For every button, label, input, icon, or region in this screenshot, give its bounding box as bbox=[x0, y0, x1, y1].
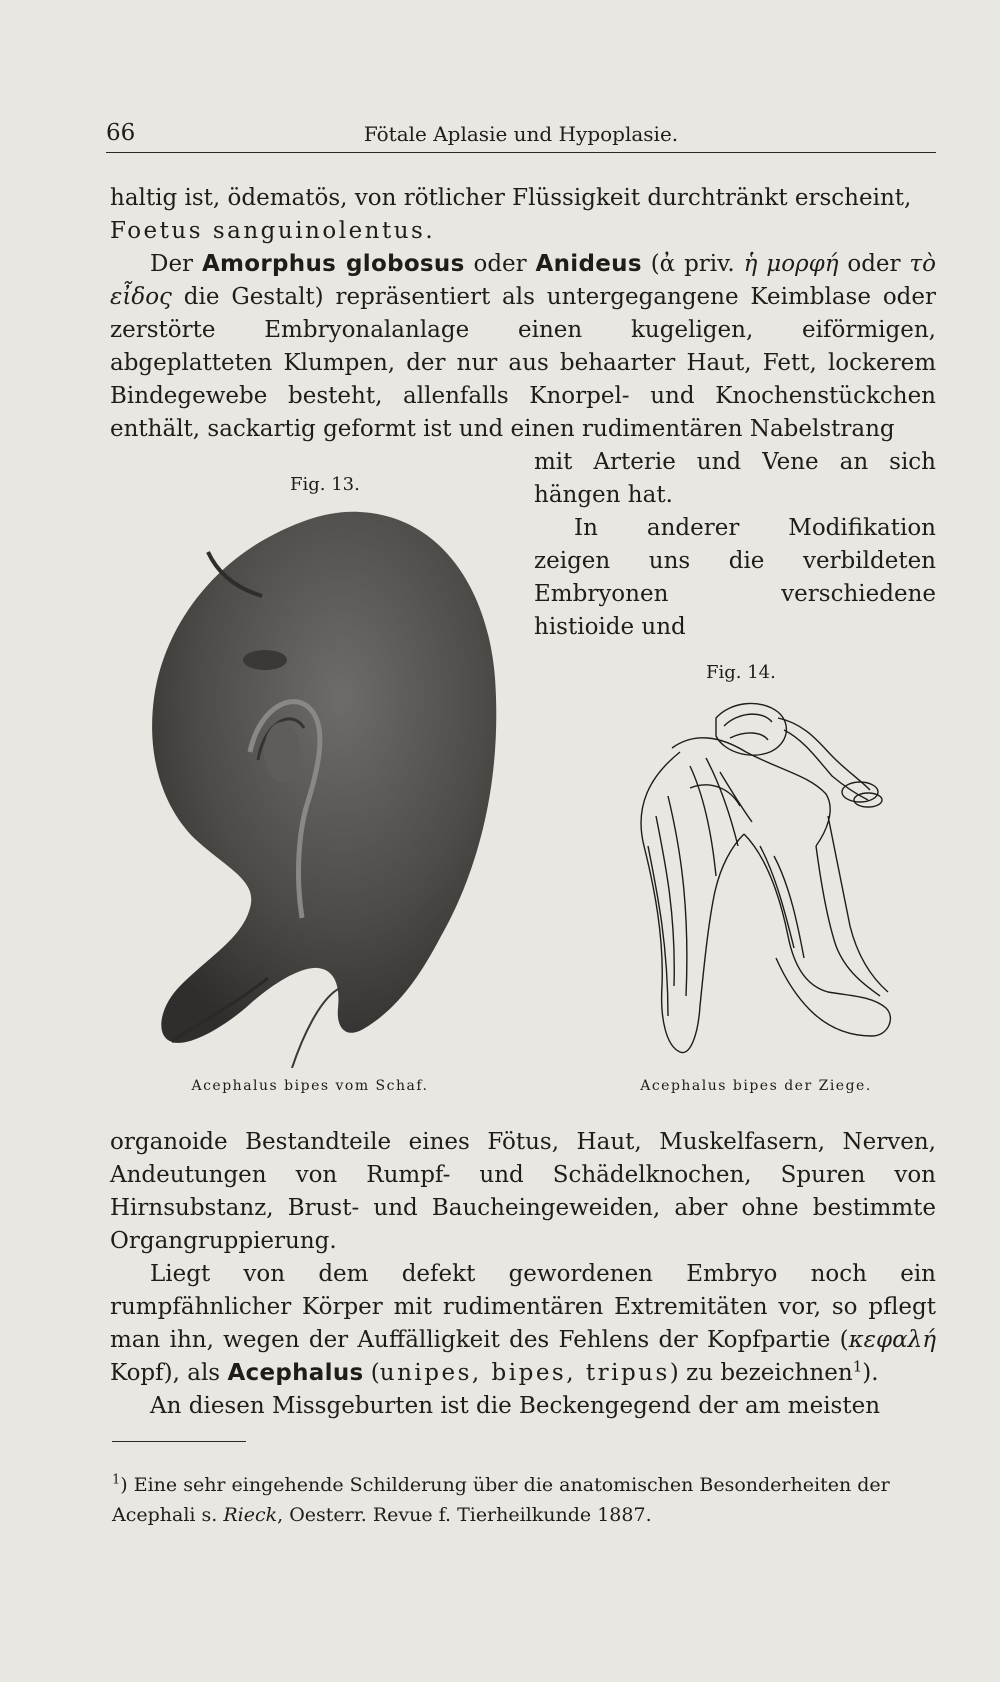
footnote-author: Rieck bbox=[223, 1504, 278, 1526]
footnote-divider bbox=[112, 1441, 246, 1442]
right-column-text-2: In anderer Modifikation zeigen uns die verbildeten Embryonen verschiedene histioide und bbox=[534, 515, 936, 640]
footnote-reference[interactable]: 1 bbox=[852, 1357, 863, 1376]
term-acephalus: Acephalus bbox=[227, 1360, 364, 1386]
paragraph-4: Liegt von dem defekt gewordenen Embryo noch ein rumpfähnlicher Körper mit rudimentären Extremitäten vor, so pflegt man ihn, wegen der Auffälligkeit des Fehlens der Kopfpartie (κεφαλή Kopf), als Acephalus (unipes, bipes, tripus) zu bezeichnen$^1$). bbox=[110, 1261, 936, 1386]
running-header bbox=[106, 120, 936, 153]
fig14-illustration bbox=[620, 696, 910, 1056]
paragraph-1-line-1: haltig ist, ödematös, von rötlicher Flüssigkeit durchtränkt erscheint, bbox=[110, 185, 912, 211]
fig14-label: Fig. 14. bbox=[706, 662, 776, 683]
page-number: 66 bbox=[106, 120, 136, 146]
fig14-caption: Acephalus bipes der Ziege. bbox=[640, 1078, 872, 1094]
fig13-label: Fig. 13. bbox=[290, 474, 360, 495]
footnote: $^1$) Eine sehr eingehende Schilderung über die anatomischen Besonderheiten der Acephali s. Rieck, Oesterr. Revue f. Tierheilkunde 1887. bbox=[112, 1472, 890, 1526]
paragraph-3: organoide Bestandteile eines Fötus, Haut, Muskelfasern, Nerven, Andeutungen von Rumpf- und Schädelknochen, Spuren von Hirnsubstanz, Brust- und Baucheingeweiden, aber ohne bestimmte Organgruppierung. bbox=[110, 1129, 936, 1254]
paragraph-1-line-2: Foetus sanguinolentus. bbox=[110, 218, 436, 244]
running-title: Fötale Aplasie und Hypoplasie. bbox=[363, 122, 679, 146]
text-right-column bbox=[534, 446, 936, 644]
text-block-bottom bbox=[110, 1126, 936, 1423]
text-block-top bbox=[110, 182, 936, 446]
greek-morphe: ἡ μορφή bbox=[743, 251, 839, 277]
term-anideus: Anideus bbox=[535, 251, 642, 277]
fig13-caption: Acephalus bipes vom Schaf. bbox=[191, 1078, 429, 1094]
footnote-mark: 1 bbox=[112, 1472, 121, 1488]
acephalus-types: unipes, bipes, tripus bbox=[379, 1360, 670, 1386]
term-amorphus-globosus: Amorphus globosus bbox=[201, 251, 465, 277]
right-column-text-1: mit Arterie und Vene an sich hängen hat. bbox=[534, 449, 936, 508]
paragraph-5: An diesen Missgeburten ist die Beckengegend der am meisten bbox=[150, 1393, 881, 1419]
fig13-illustration bbox=[150, 508, 500, 1068]
paragraph-2: Der Amorphus globosus oder Anideus (ἀ priv. ἡ μορφή oder τὸ εἶδος die Gestalt) repräsentiert als untergegangene Keimblase oder zerstörte Embryonalanlage einen kugeligen, eiförmigen, abgeplatteten Klumpen, der nur aus behaarter Haut, Fett, lockerem Bindegewebe besteht, allenfalls Knorpel- und Knochenstückchen enthält, sackartig geformt ist und einen rudimentären Nabelstrang bbox=[110, 251, 936, 442]
greek-eidos: τὸ εἶδος bbox=[110, 251, 936, 310]
greek-kephale: κεφαλή bbox=[848, 1327, 936, 1353]
